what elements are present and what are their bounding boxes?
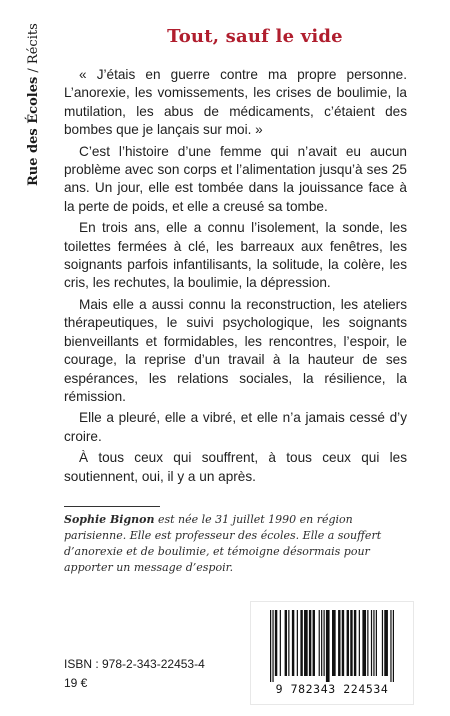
barcode-bar: [321, 610, 322, 676]
barcode-bar: [313, 610, 315, 676]
blurb-paragraph: En trois ans, elle a connu l’isolement, la sonde, les toilettes fermées à clé, les barreaux aux fenêtres, les soignants parfois infantilisants, la solitude, la colère, les cris, les rechutes, la boulimie, la dépression.: [64, 220, 407, 291]
blurb-paragraph: Mais elle a aussi connu la reconstruction, les ateliers thérapeutiques, le suivi psychologique, les soignants bienveillants et formidables, les rencontres, l’espoir, le courage, la reprise d’un travail à la hauteur de ses espérances, les relations sociales, la résilience, la rémission.: [64, 296, 407, 404]
author-bio-text: est née le 31 juillet 1990 en région parisienne. Elle est professeur des écoles. Elle a souffert d’anorexie et de boulimie, et témoigne désormais pour apporter un message d’espoir.: [64, 513, 382, 574]
spine-series: Récits: [26, 23, 41, 65]
blurb-paragraph: C’est l’histoire d’une femme qui n’avait eu aucun problème avec son corps et l’alimentation jusqu’à ses 25 ans. Un jour, elle est tombée dans la jouissance face à la perte de poids, et elle a creusé sa tombe.: [64, 143, 407, 214]
barcode-bar: [390, 610, 391, 682]
barcode-bar: [371, 610, 372, 676]
barcode-bar: [338, 610, 340, 676]
bio-divider: [64, 506, 160, 507]
isbn-label: ISBN : 978-2-343-22453-4: [64, 657, 205, 671]
book-title: Tout, sauf le vide: [167, 26, 343, 47]
barcode-bars: [270, 610, 394, 682]
barcode-bar: [319, 610, 320, 676]
barcode-bar: [373, 610, 374, 676]
barcode-bar: [347, 610, 349, 676]
barcode-bar: [382, 610, 383, 676]
barcode-bar: [285, 610, 287, 676]
barcode-bar: [326, 610, 330, 682]
author-name: Sophie Bignon: [64, 513, 155, 526]
spine-text: [26, 23, 41, 186]
blurb-paragraph: Elle a pleuré, elle a vibré, et elle n’a jamais cessé d’y croire.: [64, 410, 407, 444]
barcode-bar: [376, 610, 377, 676]
barcode-bar: [309, 610, 311, 676]
barcode: [250, 601, 414, 705]
barcode-bar: [275, 610, 277, 676]
barcode-bar: [280, 610, 281, 676]
barcode-bar: [342, 610, 344, 676]
barcode-bar: [272, 610, 273, 682]
barcode-bar: [323, 610, 324, 676]
barcode-bar: [270, 610, 271, 682]
barcode-bar: [288, 610, 289, 676]
barcode-bar: [362, 610, 366, 676]
price-label: 19 €: [64, 676, 88, 690]
barcode-bar: [359, 610, 360, 676]
back-cover-blurb: [64, 66, 407, 489]
barcode-bar: [393, 610, 394, 682]
barcode-bar: [292, 610, 294, 676]
barcode-bar: [304, 610, 308, 676]
spine-separator: /: [26, 64, 41, 77]
barcode-bar: [354, 610, 356, 676]
barcode-bar: [297, 610, 298, 676]
barcode-bar: [350, 610, 352, 676]
barcode-digits: 9 782343 224534: [275, 682, 389, 696]
spine-publisher: Rue des Écoles: [26, 76, 41, 186]
blurb-paragraph: À tous ceux qui souffrent, à tous ceux qui les soutiennent, oui, il y a un après.: [64, 450, 407, 484]
barcode-bar: [384, 610, 388, 676]
barcode-bar: [300, 610, 302, 676]
spine-label: [25, 23, 45, 186]
barcode-bar: [332, 610, 336, 676]
blurb-paragraph: « J’étais en guerre contre ma propre personne. L’anorexie, les vomissements, les crises de boulimie, la mutilation, les abus de médicaments, c’étaient des bombes que je lançais sur moi. »: [64, 67, 407, 138]
barcode-bar: [367, 610, 368, 676]
author-bio: [64, 512, 402, 576]
